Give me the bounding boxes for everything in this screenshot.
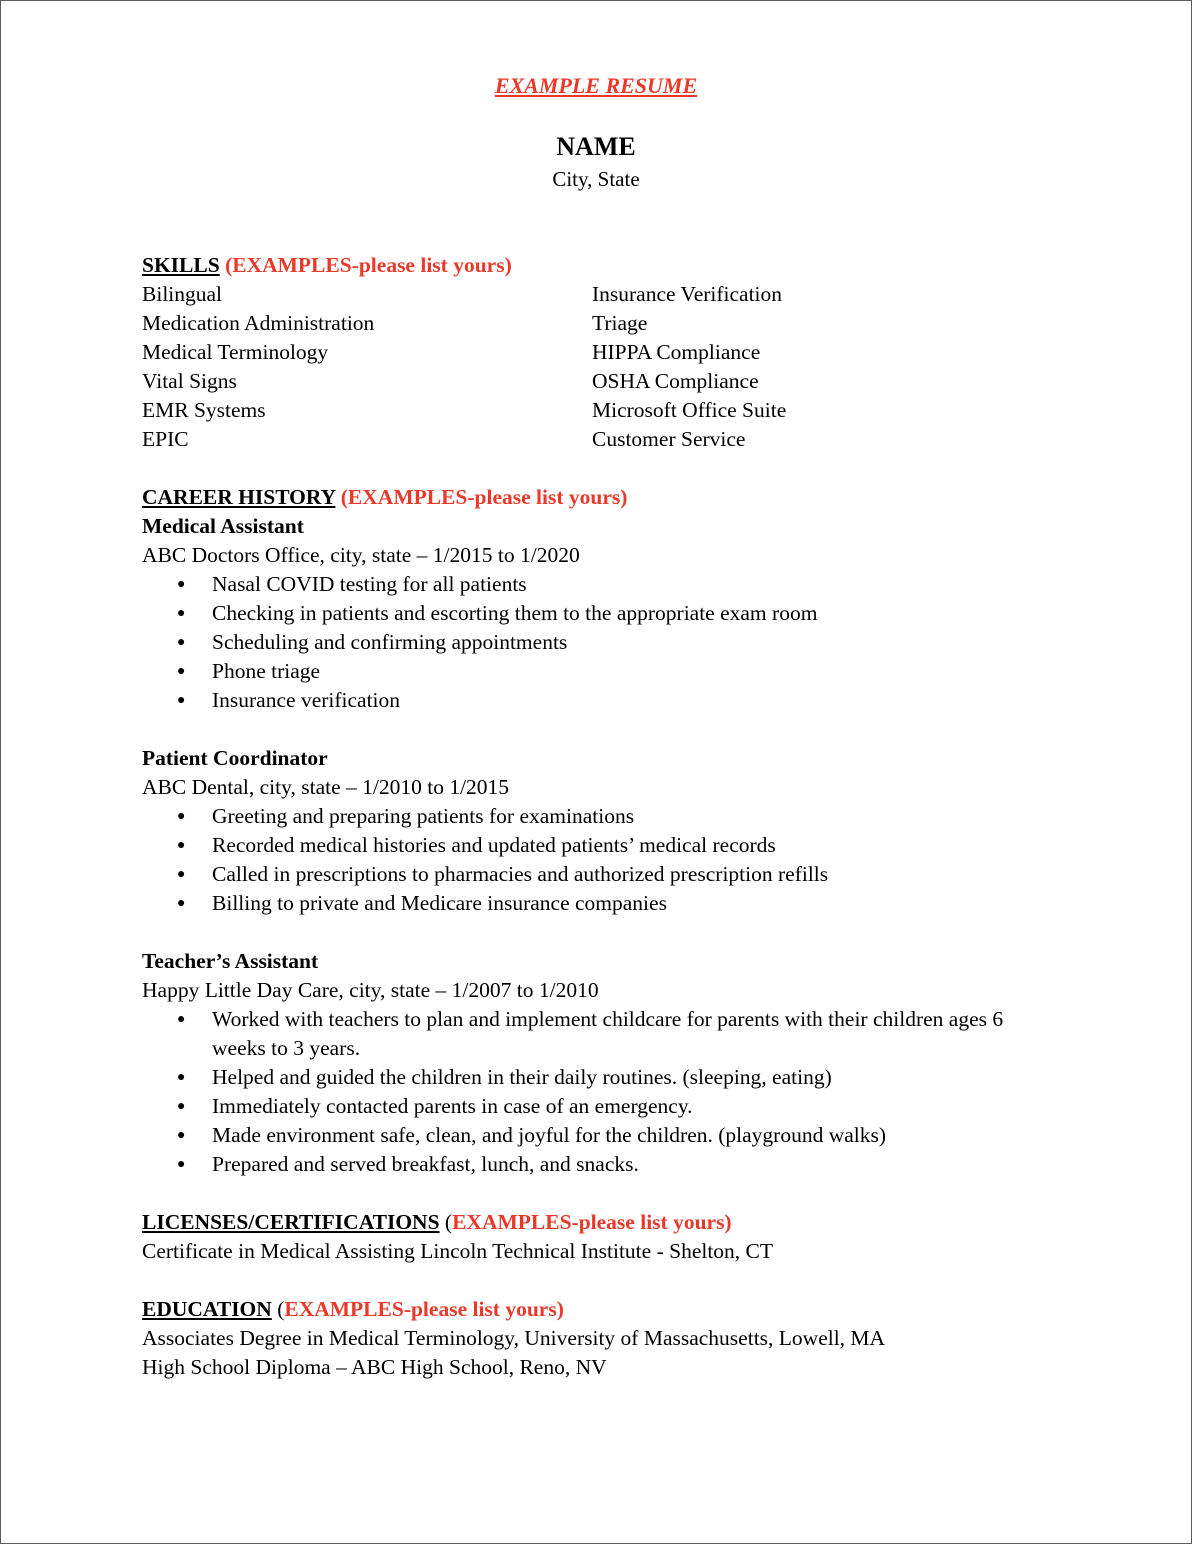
licenses-heading-note: EXAMPLES-please list yours)	[452, 1210, 732, 1234]
duty-item: ● Scheduling and confirming appointments	[142, 628, 1012, 657]
bullet-icon: ●	[177, 838, 186, 853]
candidate-location: City, State	[552, 167, 640, 191]
skills-heading	[142, 251, 1042, 280]
document-title: EXAMPLE RESUME	[494, 73, 698, 98]
skill-item: EPIC	[142, 427, 189, 451]
job-duties	[142, 802, 1042, 918]
education-item: High School Diploma – ABC High School, Reno, NV	[142, 1355, 607, 1379]
education-item: Associates Degree in Medical Terminology, University of Massachusetts, Lowell, MA	[142, 1326, 886, 1350]
skills-column-left	[142, 280, 592, 454]
duty-item: ● Helped and guided the children in their daily routines. (sleeping, eating)	[142, 1063, 1012, 1092]
skill-item: Medical Terminology	[142, 340, 329, 364]
duty-item: ● Worked with teachers to plan and implement childcare for parents with their children ages 6 weeks to 3 years.	[177, 1007, 1004, 1060]
education-heading-note: EXAMPLES-please list yours)	[284, 1297, 564, 1321]
skills-column-right	[592, 280, 1042, 454]
duty-item: ● Prepared and served breakfast, lunch, and snacks.	[142, 1150, 1012, 1179]
job-employer: ABC Doctors Office, city, state – 1/2015 to 1/2020	[142, 543, 580, 567]
job-employer: Happy Little Day Care, city, state – 1/2007 to 1/2010	[142, 978, 599, 1002]
duty-item: ● Checking in patients and escorting them to the appropriate exam room	[142, 599, 1012, 628]
skills-heading-label: SKILLS	[142, 253, 220, 277]
job-employer: ABC Dental, city, state – 1/2010 to 1/2015	[142, 775, 510, 799]
bullet-icon: ●	[177, 1070, 186, 1085]
licenses-heading-paren: (	[444, 1210, 453, 1234]
bullet-icon: ●	[177, 635, 186, 650]
duty-item: ● Insurance verification	[142, 686, 1012, 715]
duty-item: ● Made environment safe, clean, and joyful for the children. (playground walks)	[142, 1121, 1012, 1150]
duty-item: ● Nasal COVID testing for all patients	[142, 570, 1012, 599]
skill-item: Customer Service	[592, 427, 746, 451]
skills-list	[142, 280, 1042, 454]
career-heading	[142, 483, 1042, 512]
duty-item: ● Called in prescriptions to pharmacies and authorized prescription refills	[142, 860, 1012, 889]
job-duties	[142, 570, 1042, 715]
skill-item: EMR Systems	[142, 398, 266, 422]
licenses-heading	[142, 1208, 1042, 1237]
job-title: Patient Coordinator	[142, 746, 328, 770]
licenses-heading-label: LICENSES/CERTIFICATIONS	[142, 1210, 440, 1234]
duty-item: ● Phone triage	[142, 657, 1012, 686]
skill-item: Insurance Verification	[592, 282, 783, 306]
bullet-icon: ●	[177, 896, 186, 911]
bullet-icon: ●	[177, 577, 186, 592]
duty-item: ● Greeting and preparing patients for examinations	[142, 802, 1012, 831]
education-heading-label: EDUCATION	[142, 1297, 272, 1321]
skill-item: Microsoft Office Suite	[592, 398, 787, 422]
duty-item: ● Billing to private and Medicare insurance companies	[142, 889, 1012, 918]
bullet-icon: ●	[177, 1099, 186, 1114]
license-item: Certificate in Medical Assisting Lincoln Technical Institute - Shelton, CT	[142, 1239, 774, 1263]
candidate-name: NAME	[556, 132, 636, 161]
bullet-icon: ●	[177, 1128, 186, 1143]
bullet-icon: ●	[177, 1012, 186, 1027]
bullet-icon: ●	[177, 867, 186, 882]
education-heading-paren: (	[277, 1297, 285, 1321]
skill-item: OSHA Compliance	[592, 369, 759, 393]
career-heading-label: CAREER HISTORY	[142, 485, 336, 509]
job-title: Medical Assistant	[142, 514, 304, 538]
skill-item: Vital Signs	[142, 369, 237, 393]
bullet-icon: ●	[177, 1157, 186, 1172]
resume-body	[142, 251, 1042, 1382]
education-heading	[142, 1295, 1042, 1324]
job-duties	[142, 1005, 1042, 1179]
career-heading-note: (EXAMPLES-please list yours)	[340, 485, 628, 509]
skill-item: HIPPA Compliance	[592, 340, 761, 364]
duty-item: ● Recorded medical histories and updated patients’ medical records	[142, 831, 1012, 860]
job-title: Teacher’s Assistant	[142, 949, 319, 973]
skill-item: Bilingual	[142, 282, 223, 306]
skill-item: Medication Administration	[142, 311, 375, 335]
skill-item: Triage	[592, 311, 648, 335]
bullet-icon: ●	[177, 693, 186, 708]
bullet-icon: ●	[177, 664, 186, 679]
duty-item: ● Immediately contacted parents in case of an emergency.	[142, 1092, 1012, 1121]
bullet-icon: ●	[177, 606, 186, 621]
bullet-icon: ●	[177, 809, 186, 824]
skills-heading-note: (EXAMPLES-please list yours)	[225, 253, 512, 277]
